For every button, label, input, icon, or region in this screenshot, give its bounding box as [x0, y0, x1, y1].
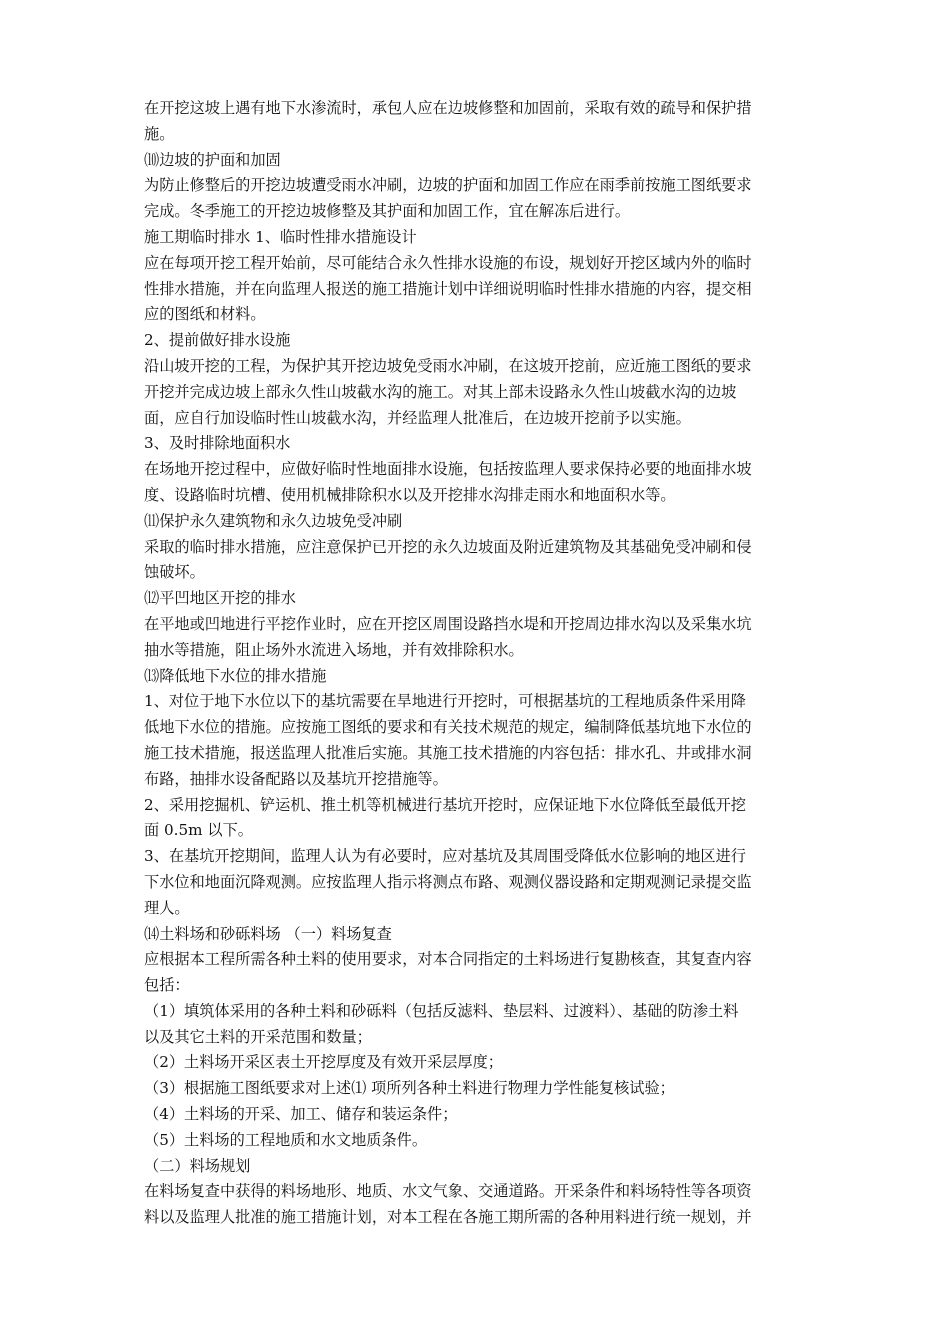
document-page [144, 96, 816, 1231]
text-line: 面 0.5m 以下。 [144, 821, 253, 840]
text-line: 下水位和地面沉降观测。应按监理人指示将测点布路、观测仪器设路和定期观测记录提交监 [144, 872, 752, 891]
section-heading: 2、提前做好排水设施 [144, 331, 291, 350]
text-line: 面，应自行加设临时性山坡截水沟，并经监理人批准后，在边坡开挖前予以实施。 [144, 408, 691, 427]
section-heading: 施工期临时排水 1、临时性排水措施设计 [144, 227, 417, 246]
text-line: 应根据本工程所需各种土料的使用要求，对本合同指定的土料场进行复勘核查，其复查内容 [144, 950, 752, 969]
text-line: 开挖并完成边坡上部永久性山坡截水沟的施工。对其上部未设路永久性山坡截水沟的边坡 [144, 382, 737, 401]
text-line: 料以及监理人批准的施工措施计划，对本工程在各施工期所需的各种用料进行统一规划，并 [144, 1208, 752, 1227]
text-line: 采取的临时排水措施，应注意保护已开挖的永久边坡面及附近建筑物及其基础免受冲刷和侵 [144, 537, 752, 556]
text-line: 低地下水位的措施。应按施工图纸的要求和有关技术规范的规定，编制降低基坑地下水位的 [144, 718, 752, 737]
list-item: （3）根据施工图纸要求对上述⑴ 项所列各种土料进行物理力学性能复核试验； [144, 1079, 675, 1098]
text-line: 在料场复查中获得的料场地形、地质、水文气象、交通道路。开采条件和料场特性等各项资 [144, 1182, 752, 1201]
text-line: 沿山坡开挖的工程，为保护其开挖边坡免受雨水冲刷，在这坡开挖前，应近施工图纸的要求 [144, 356, 752, 375]
section-heading: （二）料场规划 [144, 1156, 251, 1175]
text-line: 蚀破坏。 [144, 563, 205, 582]
text-line: 应的图纸和材料。 [144, 305, 266, 324]
text-line: 1、对位于地下水位以下的基坑需要在旱地进行开挖时，可根据基坑的工程地质条件采用降 [144, 692, 746, 711]
text-line: 为防止修整后的开挖边坡遭受雨水冲刷，边坡的护面和加固工作应在雨季前按施工图纸要求 [144, 176, 752, 195]
text-line: 施。 [144, 124, 175, 143]
section-heading: ⒀降低地下水位的排水措施 [144, 666, 327, 685]
text-line: 应在每项开挖工程开始前，尽可能结合永久性排水设施的布设，规划好开挖区域内外的临时 [144, 253, 752, 272]
text-line: 布路，抽排水设备配路以及基坑开挖措施等。 [144, 769, 448, 788]
text-line: 施工技术措施，报送监理人批准后实施。其施工技术措施的内容包括：排水孔、井或排水洞 [144, 743, 752, 762]
list-item: （2）土料场开采区表土开挖厚度及有效开采层厚度； [144, 1053, 503, 1072]
section-heading: 3、及时排除地面积水 [144, 434, 291, 453]
text-line: 在场地开挖过程中，应做好临时性地面排水设施，包括按监理人要求保持必要的地面排水坡 [144, 460, 752, 479]
text-line: 在开挖这坡上遇有地下水渗流时，承包人应在边坡修整和加固前，采取有效的疏导和保护措 [144, 99, 752, 117]
text-line: 在平地或凹地进行平挖作业时，应在开挖区周围设路挡水堤和开挖周边排水沟以及采集水坑 [144, 614, 752, 633]
text-line: 抽水等措施，阻止场外水流进入场地，并有效排除积水。 [144, 640, 524, 659]
text-line: 3、在基坑开挖期间，监理人认为有必要时，应对基坑及其周围受降低水位影响的地区进行 [144, 847, 746, 866]
list-item: （1）填筑体采用的各种土料和砂砾料（包括反滤料、垫层料、过渡料）、基础的防渗土料 [144, 1001, 739, 1020]
list-item: （5）土料场的工程地质和水文地质条件。 [144, 1130, 428, 1149]
section-heading: ⑽边坡的护面和加固 [144, 150, 281, 169]
text-line: 度、设路临时坑槽、使用机械排除积水以及开挖排水沟排走雨水和地面积水等。 [144, 485, 676, 504]
section-heading: ⑿平凹地区开挖的排水 [144, 589, 296, 608]
text-line: 包括： [144, 976, 190, 995]
text-line: 2、采用挖掘机、铲运机、推土机等机械进行基坑开挖时，应保证地下水位降低至最低开挖 [144, 795, 746, 814]
section-heading: ⑾保护永久建筑物和永久边坡免受冲刷 [144, 511, 403, 530]
section-heading: ⒁土料场和砂砾料场 （一）料场复查 [144, 924, 392, 943]
text-line: 性排水措施，并在向监理人报送的施工措施计划中详细说明临时性排水措施的内容，提交相 [144, 279, 752, 298]
text-line: 完成。冬季施工的开挖边坡修整及其护面和加固工作，宜在解冻后进行。 [144, 202, 630, 221]
list-item: （4）土料场的开采、加工、储存和装运条件； [144, 1105, 458, 1124]
text-line: 理人。 [144, 898, 190, 917]
text-line: 以及其它土料的开采范围和数量； [144, 1027, 372, 1046]
